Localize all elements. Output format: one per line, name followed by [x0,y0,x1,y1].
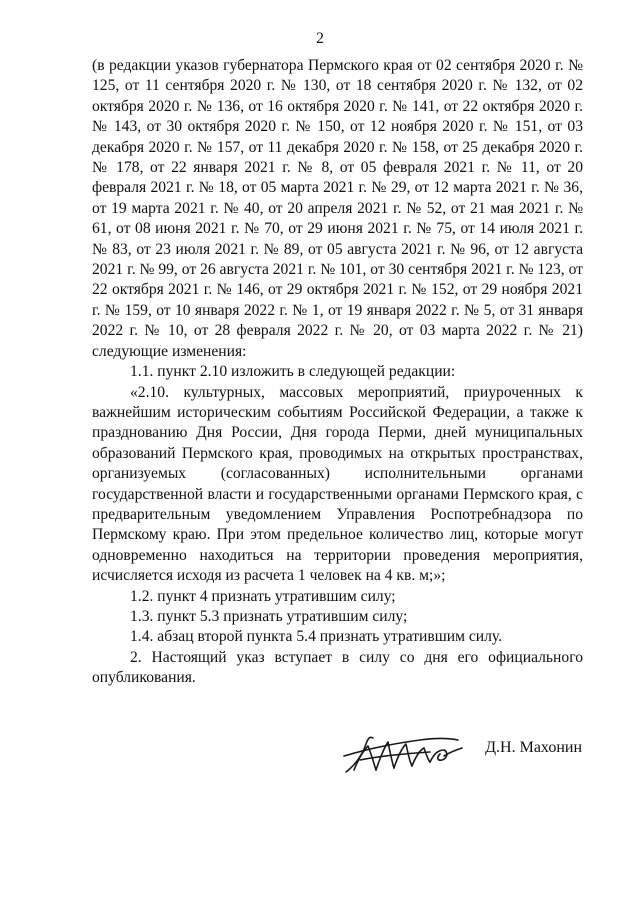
signer-name: Д.Н. Махонин [485,739,582,756]
paragraph-item-2-10-text: «2.10. культурных, массовых мероприятий, приуроченных к важнейшим историческим событиям Российской Федерации, а также к празднованию Дня России, Дня города Перми, дней муниципальных образований Пермского края, проводимых на открытых пространствах, организуемых (согласованных) исполнительными органами государственной власти и государственными органами Пермского края, с предварительным уведомлением Управления Роспотребнадзора по Пермскому краю. При этом предельное количество лиц, которые могут одновременно находиться на территории проведения мероприятия, исчисляется исходя из расчета 1 человек на 4 кв. м;»; [92,383,583,585]
paragraph-item-1-4: 1.4. абзац второй пункта 5.4 признать утратившим силу. [130,628,503,646]
handwritten-signature [340,726,465,778]
paragraph-item-1-2: 1.2. пункт 4 признать утратившим силу; [130,587,396,605]
page-number: 2 [316,30,324,47]
document-body [92,56,583,689]
paragraph-item-2: 2. Настоящий указ вступает в силу со дня его официального опубликования. [92,648,583,687]
paragraph-item-1-1: 1.1. пункт 2.10 изложить в следующей редакции: [130,363,456,381]
signature-block [330,726,600,786]
paragraph-item-1-3: 1.3. пункт 5.3 признать утратившим силу; [130,607,408,625]
paragraph-amendment-history: (в редакции указов губернатора Пермского края от 02 сентября 2020 г. № 125, от 11 сентября 2020 г. № 130, от 18 сентября 2020 г. № 132, от 02 октября 2020 г. № 136, от 16 октября 2020 г. № 141, от 22 октября 2020 г. № 143, от 30 октября 2020 г. № 150, от 12 ноября 2020 г. № 151, от 03 декабря 2020 г. № 157, от 11 декабря 2020 г. № 158, от 25 декабря 2020 г. № 178, от 22 января 2021 г. № 8, от 05 февраля 2021 г. № 11, от 20 февраля 2021 г. № 18, от 05 марта 2021 г. № 29, от 12 марта 2021 г. № 36, от 19 марта 2021 г. № 40, от 20 апреля 2021 г. № 52, от 21 мая 2021 г. № 61, от 08 июня 2021 г. № 70, от 29 июня 2021 г. № 75, от 14 июля 2021 г. № 83, от 23 июля 2021 г. № 89, от 05 августа 2021 г. № 96, от 12 августа 2021 г. № 99, от 26 августа 2021 г. № 101, от 30 сентября 2021 г. № 123, от 22 октября 2021 г. № 146, от 29 октября 2021 г. № 152, от 29 ноября 2021 г. № 159, от 10 января 2022 г. № 1, от 19 января 2022 г. № 5, от 31 января 2022 г. № 10, от 28 февраля 2022 г. № 20, от 03 марта 2022 г. № 21) следующие изменения: [92,57,583,360]
